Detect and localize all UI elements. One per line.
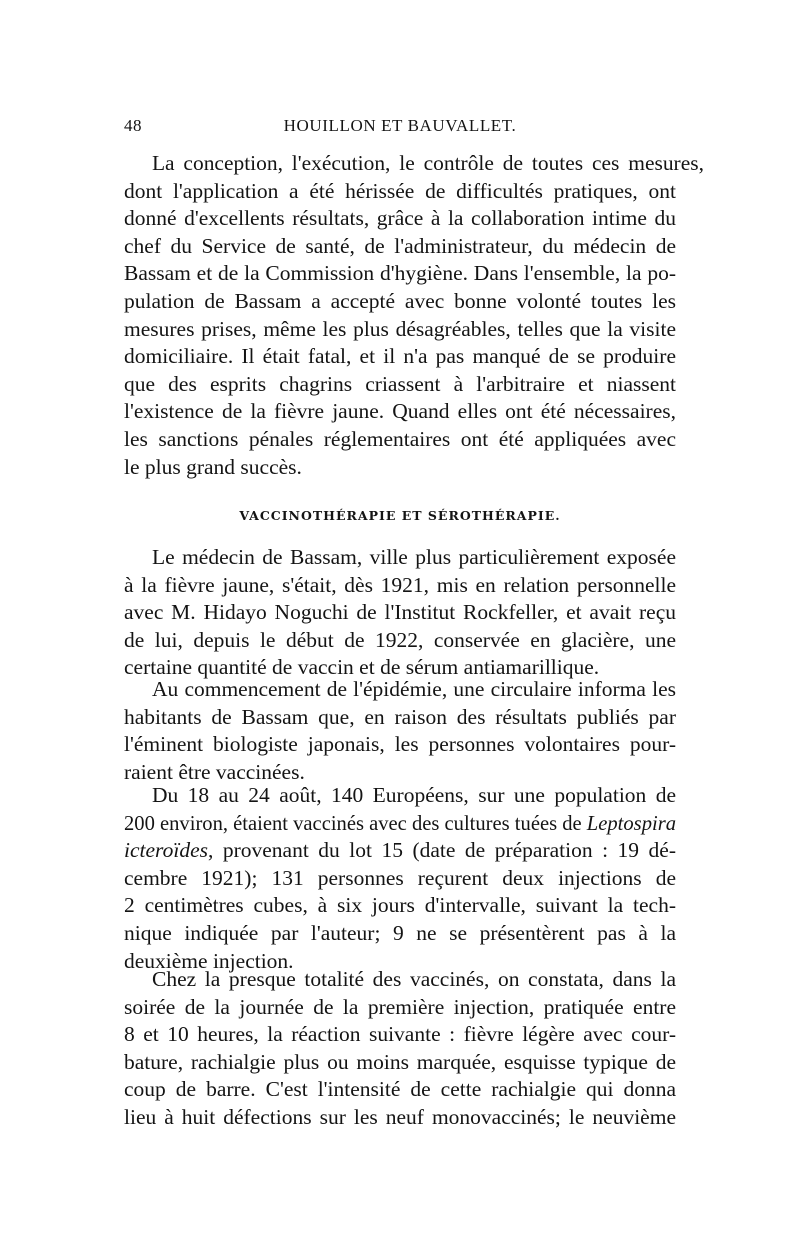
text-line: l'éminent biologiste japonais, les personnes volontaires pour- <box>124 732 676 757</box>
text-line: domiciliaire. Il était fatal, et il n'a pas manqué de se produire <box>124 344 676 369</box>
text-line: raient être vaccinées. <box>124 759 305 784</box>
species-name: Leptospira <box>586 810 676 835</box>
text-line: Au commencement de l'épidémie, une circulaire informa les <box>152 677 676 701</box>
text-line: Du 18 au 24 août, 140 Européens, sur une population de <box>152 783 676 807</box>
text-line: l'existence de la fièvre jaune. Quand elles ont été nécessaires, <box>124 399 676 424</box>
running-head <box>124 116 676 142</box>
text-line <box>124 810 676 838</box>
text-line: soirée de la journée de la première injection, pratiquée entre <box>124 994 676 1019</box>
text-line: Chez la presque totalité des vaccinés, on constata, dans la <box>152 967 676 991</box>
paragraph-3 <box>124 676 676 786</box>
text-line: chef du Service de santé, de l'administrateur, du médecin de <box>124 233 676 258</box>
paragraph-5 <box>124 966 676 1132</box>
text-line: bature, rachialgie plus ou moins marquée, esquisse typique de <box>124 1049 676 1074</box>
text-line: certaine quantité de vaccin et de sérum antiamarillique. <box>124 655 600 680</box>
paragraph-2 <box>124 544 676 682</box>
text-line: 8 et 10 heures, la réaction suivante : fièvre légère avec cour- <box>124 1022 676 1047</box>
page-number: 48 <box>124 116 142 135</box>
text-line: donné d'excellents résultats, grâce à la collaboration intime du <box>124 206 676 231</box>
text-run: , provenant du lot 15 (date de préparation : 19 dé- <box>207 838 676 863</box>
text-line: de lui, depuis le début de 1922, conservée en glacière, une <box>124 627 676 652</box>
text-line: les sanctions pénales réglementaires ont été appliquées avec <box>124 426 676 451</box>
text-line: habitants de Bassam que, en raison des résultats publiés par <box>124 704 676 729</box>
section-heading: VACCINOTHÉRAPIE ET SÉROTHÉRAPIE. <box>239 508 561 523</box>
text-line: nique indiquée par l'auteur; 9 ne se présentèrent pas à la <box>124 920 676 945</box>
species-name: icteroïdes <box>124 838 208 863</box>
paragraph-4 <box>124 782 676 975</box>
running-title: HOUILLON ET BAUVALLET. <box>283 116 517 135</box>
text-line: avec M. Hidayo Noguchi de l'Institut Rockfeller, et avait reçu <box>124 600 676 625</box>
text-line: Le médecin de Bassam, ville plus particulièrement exposée <box>152 545 676 569</box>
text-run: 200 environ, étaient vaccinés avec des cultures tuées de <box>124 810 587 835</box>
text-line: pulation de Bassam a accepté avec bonne volonté toutes les <box>124 288 676 313</box>
text-line: 2 centimètres cubes, à six jours d'intervalle, suivant la tech- <box>124 893 676 918</box>
text-line: Bassam et de la Commission d'hygiène. Dans l'ensemble, la po- <box>124 261 676 286</box>
text-line: que des esprits chagrins criassent à l'arbitraire et niassent <box>124 371 676 396</box>
text-line: lieu à huit défections sur les neuf monovaccinés; le neuvième <box>124 1104 676 1129</box>
text-line: mesures prises, même les plus désagréables, telles que la visite <box>124 316 676 341</box>
text-line: le plus grand succès. <box>124 454 302 479</box>
text-line: coup de barre. C'est l'intensité de cette rachialgie qui donna <box>124 1077 676 1102</box>
text-line: à la fièvre jaune, s'était, dès 1921, mis en relation personnelle <box>124 572 676 597</box>
text-line <box>124 837 676 865</box>
text-line: deuxième injection. <box>124 948 294 973</box>
paragraph-1 <box>124 150 704 481</box>
text-line: dont l'application a été hérissée de difficultés pratiques, ont <box>124 178 676 203</box>
text-line: cembre 1921); 131 personnes reçurent deux injections de <box>124 865 676 890</box>
text-line: La conception, l'exécution, le contrôle de toutes ces mesures, <box>151 151 704 175</box>
